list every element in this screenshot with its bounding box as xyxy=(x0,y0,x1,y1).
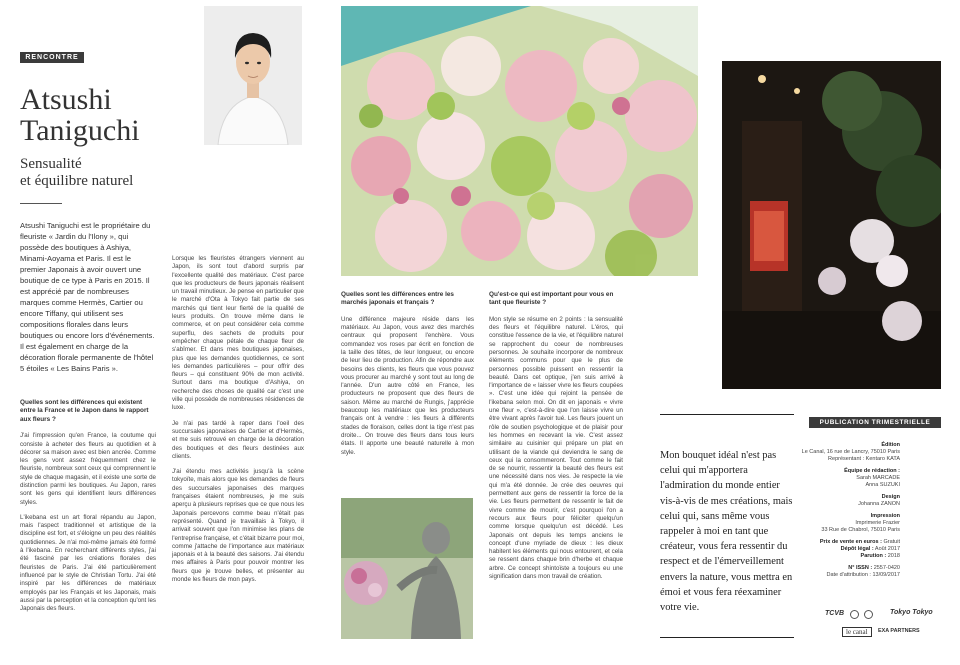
col3-paragraph-1: Une différence majeure réside dans les matériaux. Au Japon, vous avez des marchés centraux qui proposent l'enchère. Vous commandez vos roses par écrit en fonction de la taille des têtes, de leur longueur, ou encore de leur lieu de production. Afin de répondre aux besoins des clients, les fleurs que vous pouvez vous procurer au marché y sont tout au long de l'année. D'un autre côté en France, les producteurs ne proposent que des fleurs de saison. Même au marché de Rungis, j'apprécie beaucoup les matériaux que les producteurs français ont à vendre : les fleurs à différents stades de floraison, celles dont la tige n'est pas droite... On trouve des fleurs dans tous leurs états. Il apporte une beauté naturelle à mon style. xyxy=(341,315,474,456)
column-2 xyxy=(172,255,304,584)
intro-text: Atsushi Taniguchi est le propriétaire du fleuriste « Jardin du l'Ilony », qui possède des boutiques à Ashiya, Minami-Aoyama et Paris. Il est le premier Japonais à avoir ouvert une boutique de ce type à Paris en 2015. Il est apprécié par de nombreuses marques comme Hermès, Cartier ou encore Tiffany, qui utilisent ses compositions florales dans leurs boutiques ou encore lors d'événements. Il est également en charge de la décoration florale permanente de l'hôtel 5 étoiles « Les Bains Paris ». xyxy=(20,221,155,373)
question-2: Quelles sont les différences entre les marchés japonais et français ? xyxy=(341,291,454,307)
parution-value: 2018 xyxy=(887,553,900,559)
lecanal-logo: le canal xyxy=(842,627,872,637)
portrait-photo xyxy=(204,6,302,145)
col2-paragraph-2: Je n'ai pas tardé à raper dans l'oeil des succursales japonaises de Cartier et d'Hermès, et me suis retrouvé en charge de la décoration des boutiques et des fleurs destinées aux clients. xyxy=(172,419,304,460)
statue-illustration xyxy=(341,498,473,639)
design-label: Design xyxy=(881,494,900,500)
quote-rule-bottom xyxy=(660,637,794,638)
question-1: Quelles sont les différences qui existent entre la France et le Japon dans le rapport aux fleurs ? xyxy=(20,399,149,423)
design-line1: Johanna ZANON xyxy=(858,501,900,507)
team-line1: Sarah MARCADE xyxy=(856,475,900,481)
col1-paragraph-2: L'ikebana est un art floral répandu au Japon, mais l'aspect traditionnel et artistique de la discipline est fort, et s'éloigne un peu des réalités quotidiennes. Je n'ai moi-même jamais été formé à l'ikebana. En recherchant différents styles, j'ai été fasciné par les créations florales des fleuristes de Paris. J'ai été particulièrement influencé par le style de Christian Tortu. J'ai été inspiré par les différences de matériaux employés par les Français et les Japonais, mais aussi par la perception et la conception qu'ont les Japonais des fleurs. xyxy=(20,513,156,613)
flower-arrangement-illustration xyxy=(341,6,698,276)
price-label: Prix de vente en euros : xyxy=(819,539,882,545)
exa-partners-logo: EXA PARTNERS xyxy=(878,628,920,634)
edition-line1: Le Canal, 16 rue de Lancry, 75010 Paris xyxy=(801,449,900,455)
col2-paragraph-1: Lorsque les fleuristes étrangers viennent au Japon, ils sont tout d'abord surpris par l'excellente qualité des matériaux. C'est parce que les producteurs de fleurs japonais réalisent un travail minutieux. Je pense en particulier que le marché d'Ota à Tokyo fait partie de ses marchés qui tient leur fierté de la qualité de leurs produits. On trouve même dans le commerce, et on peut considérer cela comme superflu, des sachets de produits pour empêcher chaque pétale de chaque fleur de s'abîmer. Et dans mes boutiques japonaises, plus que les demandes quotidiennes, ce sont les demandes particulières – pour offrir des fleurs – qui constituent 90% de mon activité. Surtout dans ma boutique d'Ashiya, on recherche des choses de qualité car c'est une ville qui possède de nombreuses résidences de luxe. xyxy=(172,255,304,412)
portrait-illustration xyxy=(204,6,302,145)
column-3 xyxy=(341,291,474,457)
article-subtitle xyxy=(20,156,190,190)
publication-badge: PUBLICATION TRIMESTRIELLE xyxy=(809,417,941,428)
tcvb-logo: TCVB xyxy=(825,610,845,617)
section-badge: RENCONTRE xyxy=(20,52,84,63)
quote-rule-top xyxy=(660,414,794,415)
print-line2: 33 Rue de Chabrol, 75010 Paris xyxy=(821,527,900,533)
edition-label: Édition xyxy=(881,442,900,448)
article-title xyxy=(20,84,190,146)
issn-label: N° ISSN : xyxy=(848,565,873,571)
legal-value: Août 2017 xyxy=(874,546,900,552)
column-1 xyxy=(20,399,156,613)
attrib-label: Date d'attribution : xyxy=(826,572,871,578)
title-line1: Atsushi xyxy=(20,83,112,116)
attrib-value: 13/09/2017 xyxy=(872,572,900,578)
pull-quote: Mon bouquet idéal n'est pas celui qui m'apportera l'admiration du monde entier vis-à-vis de mes créations, mais celui qui, sans même vous rappeler à moi en tant que créateur, vous fera ressentir du respect et de l'émerveillement envers la nature, vous mettra en émoi et vous fera réexaminer votre vie. xyxy=(660,450,793,614)
statue-photo xyxy=(341,498,473,639)
print-label: Impression xyxy=(870,513,900,519)
interior-photo xyxy=(722,61,941,389)
publication-info xyxy=(800,442,900,584)
tokyo-logo: Tokyo Tokyo xyxy=(890,609,933,616)
question-3: Qu'est-ce qui est important pour vous en tant que fleuriste ? xyxy=(489,291,614,307)
price-value: Gratuit xyxy=(883,539,900,545)
team-label: Équipe de rédaction : xyxy=(844,468,900,474)
team-line2: Anna SUZUKI xyxy=(865,482,900,488)
column-4 xyxy=(489,291,623,581)
legal-label: Dépôt légal : xyxy=(840,546,874,552)
edition-line2: Représentant : Kentaro KATA xyxy=(828,456,900,462)
col2-paragraph-3: J'ai étendu mes activités jusqu'à la scène tokyoïte, mais alors que les demandes de fleurs des succursales japonaises des marques françaises étaient nombreuses, je me suis aperçu à plusieurs reprises que ce que nous les Japonais percevons comme beau n'était pas représenté. Quand je travaillais à Tokyo, il arrivait souvent que l'on minimise les plans de l'entreprise française, et c'était bizarre pour moi, comme j'attache de l'importance aux matériaux japonais et à la beauté des saisons. J'ai étendu mes affaires à Paris pour pouvoir montrer les fleurs que je trouve belles, et présenter au monde les fleurs de mon pays. xyxy=(172,468,304,583)
subtitle-line2: et équilibre naturel xyxy=(20,173,134,189)
print-line1: Imprimerie Frazier xyxy=(855,520,900,526)
emblem-icon xyxy=(850,610,859,619)
issn-value: 2557-0420 xyxy=(873,565,900,571)
flower-photo xyxy=(341,6,698,276)
col1-paragraph-1: J'ai l'impression qu'en France, la coutume qui consiste à acheter des fleurs au quotidien et à décorer sa maison avec est bien ancrée. Comme les gens vont assez fréquemment chez le fleuriste, nombreux sont ceux qui comprennent le style de chaque magasin, et il existe une sorte de distinction parmi les boutiques. Au Japon, rares sont les gens qui identifient leurs différences styles. xyxy=(20,432,156,506)
parution-label: Parution : xyxy=(860,553,887,559)
title-line2: Taniguchi xyxy=(20,114,140,147)
title-rule xyxy=(20,203,62,204)
interior-illustration xyxy=(722,61,941,389)
sponsor-logos xyxy=(800,608,950,648)
col4-paragraph-1: Mon style se résume en 2 points : la sensualité des fleurs et l'équilibre naturel. L'éros, qui constitue l'essence de la vie, et l'équilibre naturel se rapprochent du coeur de nombreuses personnes. Je souhaite incorporer de nombreux éléments communs pour que le plus de personnes possible puissent en ressentir la beauté. Dans cet optique, j'en suis arrivé à l'importance de « laisser vivre les fleurs coupées ». C'est une idée qui rejoint la pensée de l'ikebana selon moi. On dit en japonais « vivre une fleur », c'est-à-dire que l'on laisse vivre un être vivant après l'avoir tué. Les fleurs jouent un rôle de soutien psychologique et de plaisir pour les hommes en recevant la vie. C'est assez similaire au cuisinier qui prépare un plat en utilisant de la viande qui deviendra le sang de ceux qui la consommeront. Tout comme le fait de se nourrir, ressentir la beauté des fleurs est une nécessité dans nos vies. Je respecte la vie qui m'a été donnée. Je crée des oeuvres qui permettent aux gens de ressentir la force de la vie. Les fleurs permettent de ressentir le fait de vivre comme de mourir, c'est pourquoi l'on a recours aux fleurs pour féliciter quelqu'un comme lorsque quelqu'un est décédé. Les Japonais ont depuis les temps anciens le concept d'une myriade de dieux : les dieux habitent les éléments qui nous entourent, et cela se ressent dans chaque brin d'herbe et chaque arbre. Ce concept shintoïste a toujours eu une signification dans mon travail de création. xyxy=(489,315,623,581)
subtitle-line1: Sensualité xyxy=(20,156,82,172)
emblem2-icon xyxy=(864,610,873,619)
